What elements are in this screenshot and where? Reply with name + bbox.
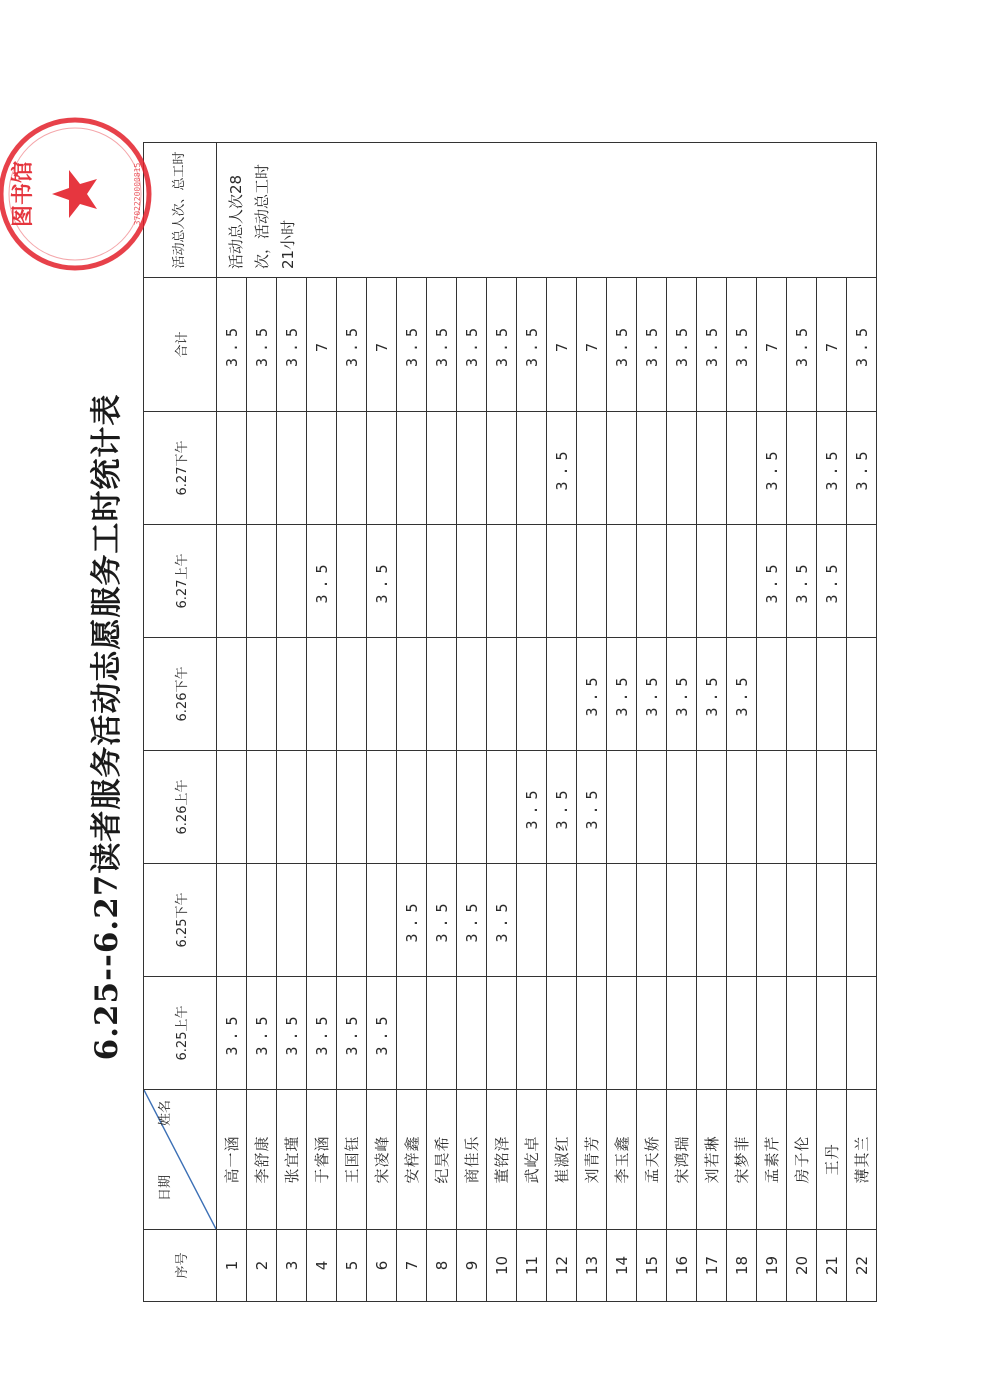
hours-cell [547,977,577,1090]
name-cell: 孟素芹 [757,1090,787,1230]
hours-cell [517,412,547,525]
table-row [817,143,847,1302]
col-header: 6.26上午 [144,751,217,864]
table-row [367,143,397,1302]
seq-cell: 12 [547,1230,577,1302]
name-cell: 董铭泽 [487,1090,517,1230]
hours-cell [277,864,307,977]
hours-cell: 3.5 [847,412,877,525]
table-row [307,143,337,1302]
total-cell: 7 [547,278,577,412]
hours-cell [697,864,727,977]
hours-cell [487,751,517,864]
hours-cell: 3.5 [817,525,847,638]
hours-cell [367,864,397,977]
hours-cell [397,638,427,751]
hours-cell: 3.5 [487,864,517,977]
seq-cell: 8 [427,1230,457,1302]
hours-cell [727,864,757,977]
hours-cell [697,525,727,638]
name-cell: 王国钰 [337,1090,367,1230]
hours-cell [757,864,787,977]
table-row [457,143,487,1302]
seq-cell: 5 [337,1230,367,1302]
name-cell: 武屹卓 [517,1090,547,1230]
seq-cell: 6 [367,1230,397,1302]
hours-cell [637,864,667,977]
hours-cell [577,977,607,1090]
seq-cell: 4 [307,1230,337,1302]
name-cell: 于睿涵 [307,1090,337,1230]
hours-cell: 3.5 [787,525,817,638]
hours-cell [697,977,727,1090]
hours-cell: 3.5 [247,977,277,1090]
table-row [847,143,877,1302]
hours-cell [277,751,307,864]
hours-cell [757,977,787,1090]
hours-cell [607,864,637,977]
hours-cell: 3.5 [457,864,487,977]
hours-cell [487,638,517,751]
hours-cell [397,412,427,525]
total-cell: 3.5 [397,278,427,412]
table-row [247,143,277,1302]
hours-cell [637,412,667,525]
hours-cell: 3.5 [547,412,577,525]
hours-cell [457,751,487,864]
total-cell: 3.5 [247,278,277,412]
seq-cell: 17 [697,1230,727,1302]
hours-cell [817,638,847,751]
hours-cell [847,525,877,638]
seq-cell: 15 [637,1230,667,1302]
total-cell: 3.5 [517,278,547,412]
hours-cell [727,412,757,525]
hours-cell [457,638,487,751]
seq-cell: 22 [847,1230,877,1302]
hours-cell [787,638,817,751]
hours-cell: 3.5 [397,864,427,977]
table-row [337,143,367,1302]
hours-cell: 3.5 [637,638,667,751]
hours-cell [637,751,667,864]
hours-cell: 3.5 [307,977,337,1090]
name-cell: 刘若琳 [697,1090,727,1230]
hours-cell [697,751,727,864]
header-row [144,143,217,1302]
hours-cell: 3.5 [367,977,397,1090]
hours-cell [397,525,427,638]
total-cell: 3.5 [607,278,637,412]
hours-cell [817,977,847,1090]
hours-cell [547,864,577,977]
table-row [487,143,517,1302]
hours-cell [397,751,427,864]
hours-cell [697,412,727,525]
hours-cell [817,751,847,864]
hours-cell [397,977,427,1090]
hours-cell [667,412,697,525]
hours-cell [367,412,397,525]
seq-cell: 19 [757,1230,787,1302]
name-cell: 王丹 [817,1090,847,1230]
seq-cell: 20 [787,1230,817,1302]
hours-cell: 3.5 [577,638,607,751]
hours-cell [307,412,337,525]
total-cell: 7 [367,278,397,412]
table-row [397,143,427,1302]
name-cell: 宋梦菲 [727,1090,757,1230]
hours-cell [337,525,367,638]
total-header: 合计 [144,278,217,412]
hours-cell [787,751,817,864]
hours-cell [847,977,877,1090]
seq-cell: 3 [277,1230,307,1302]
name-cell: 房子伦 [787,1090,817,1230]
hours-cell [667,525,697,638]
hours-cell [517,638,547,751]
total-cell: 3.5 [697,278,727,412]
hours-cell [577,525,607,638]
table-row [667,143,697,1302]
hours-cell [577,864,607,977]
total-cell: 7 [757,278,787,412]
name-cell: 商佳乐 [457,1090,487,1230]
hours-cell [247,525,277,638]
hours-cell [727,977,757,1090]
seq-cell: 7 [397,1230,427,1302]
total-cell: 3.5 [847,278,877,412]
col-header: 6.26下午 [144,638,217,751]
table-body [217,143,877,1302]
table-row [727,143,757,1302]
name-cell: 李玉鑫 [607,1090,637,1230]
seq-cell: 10 [487,1230,517,1302]
total-cell: 3.5 [457,278,487,412]
hours-cell [667,751,697,864]
table-row [757,143,787,1302]
total-cell: 3.5 [787,278,817,412]
hours-cell [337,864,367,977]
hours-cell [307,751,337,864]
seq-cell: 16 [667,1230,697,1302]
hours-cell [367,638,397,751]
hours-cell [427,751,457,864]
hours-cell: 3.5 [427,864,457,977]
hours-cell: 3.5 [577,751,607,864]
hours-cell: 3.5 [367,525,397,638]
hours-cell [307,864,337,977]
name-cell: 刘青芳 [577,1090,607,1230]
date-label: 日期 [158,1174,173,1201]
hours-cell [427,412,457,525]
table-row [607,143,637,1302]
hours-cell [667,864,697,977]
hours-cell [757,638,787,751]
hours-cell: 3.5 [517,751,547,864]
hours-cell [457,977,487,1090]
hours-cell [787,977,817,1090]
hours-cell: 3.5 [307,525,337,638]
hours-cell [847,638,877,751]
hours-cell [427,638,457,751]
hours-cell [247,638,277,751]
total-cell: 7 [817,278,847,412]
hours-cell [217,751,247,864]
total-cell: 3.5 [637,278,667,412]
hours-cell [607,751,637,864]
hours-cell [307,638,337,751]
volunteer-hours-table [143,142,877,1302]
seq-cell: 14 [607,1230,637,1302]
name-label: 姓名 [158,1100,173,1127]
hours-cell [607,977,637,1090]
name-cell: 薄其兰 [847,1090,877,1230]
hours-cell [517,864,547,977]
hours-cell [817,864,847,977]
hours-cell [547,638,577,751]
hours-cell [847,751,877,864]
total-cell: 3.5 [337,278,367,412]
hours-cell: 3.5 [667,638,697,751]
hours-cell [217,412,247,525]
hours-cell: 3.5 [817,412,847,525]
hours-cell [217,525,247,638]
table-row [787,143,817,1302]
hours-cell [607,412,637,525]
hours-cell [787,864,817,977]
total-cell: 3.5 [277,278,307,412]
seq-cell: 21 [817,1230,847,1302]
hours-cell [637,977,667,1090]
name-cell: 李舒康 [247,1090,277,1230]
table-row [217,143,247,1302]
hours-cell [337,638,367,751]
seq-cell: 9 [457,1230,487,1302]
total-cell: 7 [577,278,607,412]
hours-cell: 3.5 [697,638,727,751]
col-header: 6.25上午 [144,977,217,1090]
hours-cell [757,751,787,864]
hours-cell [727,751,757,864]
hours-cell: 3.5 [277,977,307,1090]
hours-cell [517,525,547,638]
total-cell: 3.5 [667,278,697,412]
hours-cell: 3.5 [727,638,757,751]
name-cell: 张宜瑾 [277,1090,307,1230]
hours-cell: 3.5 [217,977,247,1090]
hours-cell [727,525,757,638]
hours-cell [247,751,277,864]
name-cell: 高一涵 [217,1090,247,1230]
name-cell: 纪昊希 [427,1090,457,1230]
hours-cell: 3.5 [757,525,787,638]
seq-header: 序号 [144,1230,217,1302]
hours-cell: 3.5 [607,638,637,751]
hours-cell [337,751,367,864]
date-name-header [144,1090,217,1230]
hours-cell [607,525,637,638]
stamp-text: 图书馆 [11,160,36,228]
name-cell: 崔淑红 [547,1090,577,1230]
seq-cell: 13 [577,1230,607,1302]
hours-cell [277,525,307,638]
table-row [577,143,607,1302]
col-header: 6.27上午 [144,525,217,638]
seq-cell: 18 [727,1230,757,1302]
hours-cell [517,977,547,1090]
hours-cell [487,525,517,638]
hours-cell [337,412,367,525]
hours-cell: 3.5 [337,977,367,1090]
hours-cell: 3.5 [547,751,577,864]
table-row [637,143,667,1302]
col-header: 6.27下午 [144,412,217,525]
table-row [427,143,457,1302]
hours-cell [277,638,307,751]
name-cell: 孟天娇 [637,1090,667,1230]
total-cell: 3.5 [217,278,247,412]
total-cell: 7 [307,278,337,412]
hours-cell: 3.5 [757,412,787,525]
name-cell: 宋凌峰 [367,1090,397,1230]
hours-cell [847,864,877,977]
hours-cell [247,412,277,525]
hours-cell [427,525,457,638]
hours-cell [277,412,307,525]
name-cell: 宋鸿瑞 [667,1090,697,1230]
name-cell: 安梓鑫 [397,1090,427,1230]
seq-cell: 1 [217,1230,247,1302]
hours-cell [217,864,247,977]
hours-cell [577,412,607,525]
table-row [697,143,727,1302]
total-cell: 3.5 [427,278,457,412]
hours-cell [427,977,457,1090]
table-row [547,143,577,1302]
seq-cell: 11 [517,1230,547,1302]
total-cell: 3.5 [487,278,517,412]
hours-cell [457,412,487,525]
hours-cell [667,977,697,1090]
hours-cell [637,525,667,638]
hours-cell [217,638,247,751]
hours-cell [487,977,517,1090]
hours-cell [367,751,397,864]
hours-cell [247,864,277,977]
library-seal-stamp [0,109,160,279]
hours-cell [457,525,487,638]
hours-cell [547,525,577,638]
svg-text:3702220000815: 3702220000815 [133,162,142,226]
document-title: 6.25--6.27读者服务活动志愿服务工时统计表 [89,393,125,1061]
col-header: 6.25下午 [144,864,217,977]
hours-cell [787,412,817,525]
summary-cell: 活动总人次28次，活动总工时21小时 [217,143,877,278]
total-cell: 3.5 [727,278,757,412]
summary-header: 活动总人次、总工时 [144,143,217,278]
table-row [517,143,547,1302]
hours-cell [487,412,517,525]
seq-cell: 2 [247,1230,277,1302]
table-row [277,143,307,1302]
